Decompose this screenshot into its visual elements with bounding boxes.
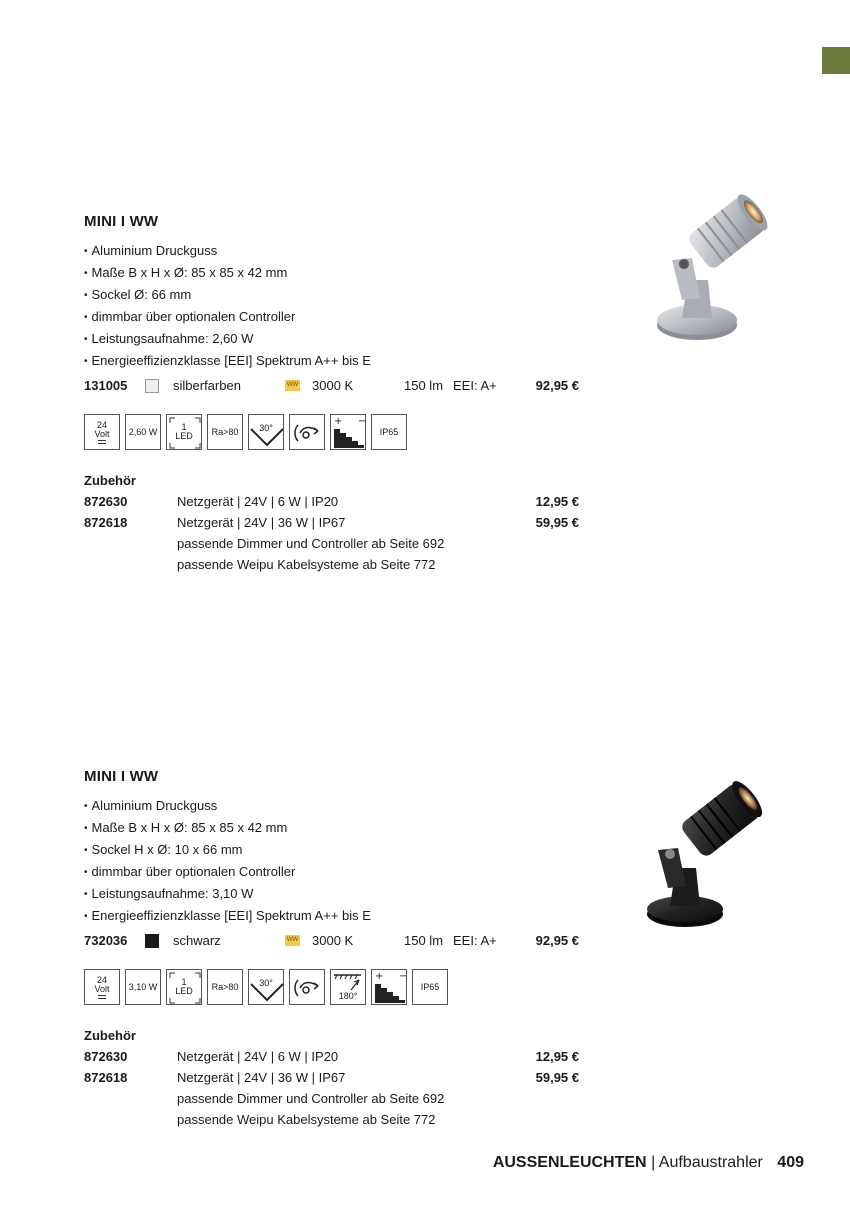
voltage-unit: Volt xyxy=(94,983,110,994)
feature-item: • Energieeffizienzklasse [EEI] Spektrum A++ bis E xyxy=(84,351,371,373)
article-price: 92,95 € xyxy=(535,378,579,393)
cri-icon xyxy=(207,969,243,1005)
voltage-icon xyxy=(84,969,120,1005)
accessory-number: 872630 xyxy=(84,494,128,509)
accessory-description: Netzgerät | 24V | 6 W | IP20 xyxy=(177,1049,339,1064)
color-temperature: 3000 K xyxy=(312,378,354,393)
beam-angle-icon xyxy=(248,969,284,1005)
led-label: LED xyxy=(175,431,193,441)
svg-text:+: + xyxy=(375,971,384,982)
cross-reference-note: passende Dimmer und Controller ab Seite 692 xyxy=(177,536,445,551)
accessory-row xyxy=(84,491,584,512)
accessory-row xyxy=(84,1046,584,1067)
luminous-flux: 150 lm xyxy=(404,378,444,393)
led-count: 1 xyxy=(181,977,187,987)
cri-value: Ra>80 xyxy=(211,982,239,992)
luminous-flux: 150 lm xyxy=(404,933,444,948)
accessory-description: Netzgerät | 24V | 36 W | IP67 xyxy=(177,515,346,530)
beam-angle-value: 30° xyxy=(259,978,273,988)
warm-white-badge: WW xyxy=(285,935,300,946)
feature-list xyxy=(84,796,371,928)
color-name: schwarz xyxy=(173,933,221,948)
footer-section: AUSSENLEUCHTEN xyxy=(492,1154,647,1171)
feature-item: • Energieeffizienzklasse [EEI] Spektrum A++ bis E xyxy=(84,906,371,928)
feature-item: • Leistungsaufnahme: 2,60 W xyxy=(84,329,371,351)
article-row xyxy=(84,931,584,951)
feature-item: • Leistungsaufnahme: 3,10 W xyxy=(84,884,371,906)
beam-angle-icon xyxy=(248,414,284,450)
voltage-value: 24 xyxy=(96,974,107,985)
voltage-unit: Volt xyxy=(94,428,110,439)
voltage-value: 24 xyxy=(96,419,107,430)
led-count-icon xyxy=(166,969,202,1005)
accessory-price: 12,95 € xyxy=(535,494,579,509)
wattage-value: 3,10 W xyxy=(128,982,158,992)
accessory-price: 59,95 € xyxy=(535,515,579,530)
color-name: silberfarben xyxy=(173,378,241,393)
feature-item: • Maße B x H x Ø: 85 x 85 x 42 mm xyxy=(84,263,371,285)
cri-value: Ra>80 xyxy=(211,427,239,437)
accessory-row xyxy=(84,512,584,533)
led-count-icon xyxy=(166,414,202,450)
energy-class: EEI: A+ xyxy=(453,378,497,393)
cross-reference-note: passende Dimmer und Controller ab Seite 692 xyxy=(177,1091,445,1106)
adjustable-head-icon xyxy=(289,969,325,1005)
cri-icon xyxy=(207,414,243,450)
accessory-price: 59,95 € xyxy=(535,1070,579,1085)
energy-class: EEI: A+ xyxy=(453,933,497,948)
product-image-black-spotlight xyxy=(640,768,775,933)
color-temperature: 3000 K xyxy=(312,933,354,948)
svg-text:−: − xyxy=(399,971,408,982)
color-swatch xyxy=(145,379,159,393)
beam-angle-value: 30° xyxy=(259,423,273,433)
product-title: MINI I WW xyxy=(84,768,159,785)
accessory-row xyxy=(84,1067,584,1088)
article-number: 131005 xyxy=(84,378,128,393)
footer-separator: | xyxy=(651,1154,656,1171)
feature-item: • dimmbar über optionalen Controller xyxy=(84,862,371,884)
wattage-icon xyxy=(125,969,161,1005)
color-swatch xyxy=(145,934,159,948)
accessory-price: 12,95 € xyxy=(535,1049,579,1064)
feature-item: • Sockel Ø: 66 mm xyxy=(84,285,371,307)
article-number: 732036 xyxy=(84,933,128,948)
page-number: 409 xyxy=(777,1154,804,1171)
rotation-angle-icon xyxy=(330,969,366,1005)
voltage-icon xyxy=(84,414,120,450)
wattage-icon xyxy=(125,414,161,450)
product-image-silver-spotlight xyxy=(652,180,782,350)
adjustable-head-icon xyxy=(289,414,325,450)
feature-item: • dimmbar über optionalen Controller xyxy=(84,307,371,329)
ip-rating-value: IP65 xyxy=(420,982,440,992)
ip-rating-icon xyxy=(371,414,407,450)
accessory-number: 872630 xyxy=(84,1049,128,1064)
spec-icons xyxy=(84,969,448,1007)
accessory-number: 872618 xyxy=(84,1070,128,1085)
feature-item: • Aluminium Druckguss xyxy=(84,241,371,263)
wattage-value: 2,60 W xyxy=(128,427,158,437)
svg-text:−: − xyxy=(358,416,367,427)
accessories-title: Zubehör xyxy=(84,1028,136,1043)
feature-item: • Maße B x H x Ø: 85 x 85 x 42 mm xyxy=(84,818,371,840)
page-footer xyxy=(493,1154,804,1172)
article-row xyxy=(84,376,584,396)
product-title: MINI I WW xyxy=(84,213,159,230)
led-label: LED xyxy=(175,986,193,996)
svg-text:+: + xyxy=(334,416,343,427)
footer-subsection: Aufbaustrahler xyxy=(658,1154,763,1171)
article-price: 92,95 € xyxy=(535,933,579,948)
cross-reference-note: passende Weipu Kabelsysteme ab Seite 772 xyxy=(177,557,436,572)
rotation-angle-value: 180° xyxy=(338,991,358,1001)
accessory-description: Netzgerät | 24V | 6 W | IP20 xyxy=(177,494,339,509)
ip-rating-icon xyxy=(412,969,448,1005)
spec-icons xyxy=(84,414,407,452)
feature-item: • Sockel H x Ø: 10 x 66 mm xyxy=(84,840,371,862)
cross-reference-note: passende Weipu Kabelsysteme ab Seite 772 xyxy=(177,1112,436,1127)
warm-white-badge: WW xyxy=(285,380,300,391)
accessory-description: Netzgerät | 24V | 36 W | IP67 xyxy=(177,1070,346,1085)
accessory-number: 872618 xyxy=(84,515,128,530)
dimmable-icon xyxy=(371,969,407,1005)
feature-list xyxy=(84,241,371,373)
feature-item: • Aluminium Druckguss xyxy=(84,796,371,818)
accessories-title: Zubehör xyxy=(84,473,136,488)
dimmable-icon xyxy=(330,414,366,450)
ip-rating-value: IP65 xyxy=(379,427,399,437)
led-count: 1 xyxy=(181,422,187,432)
chapter-tab-marker xyxy=(822,47,850,74)
